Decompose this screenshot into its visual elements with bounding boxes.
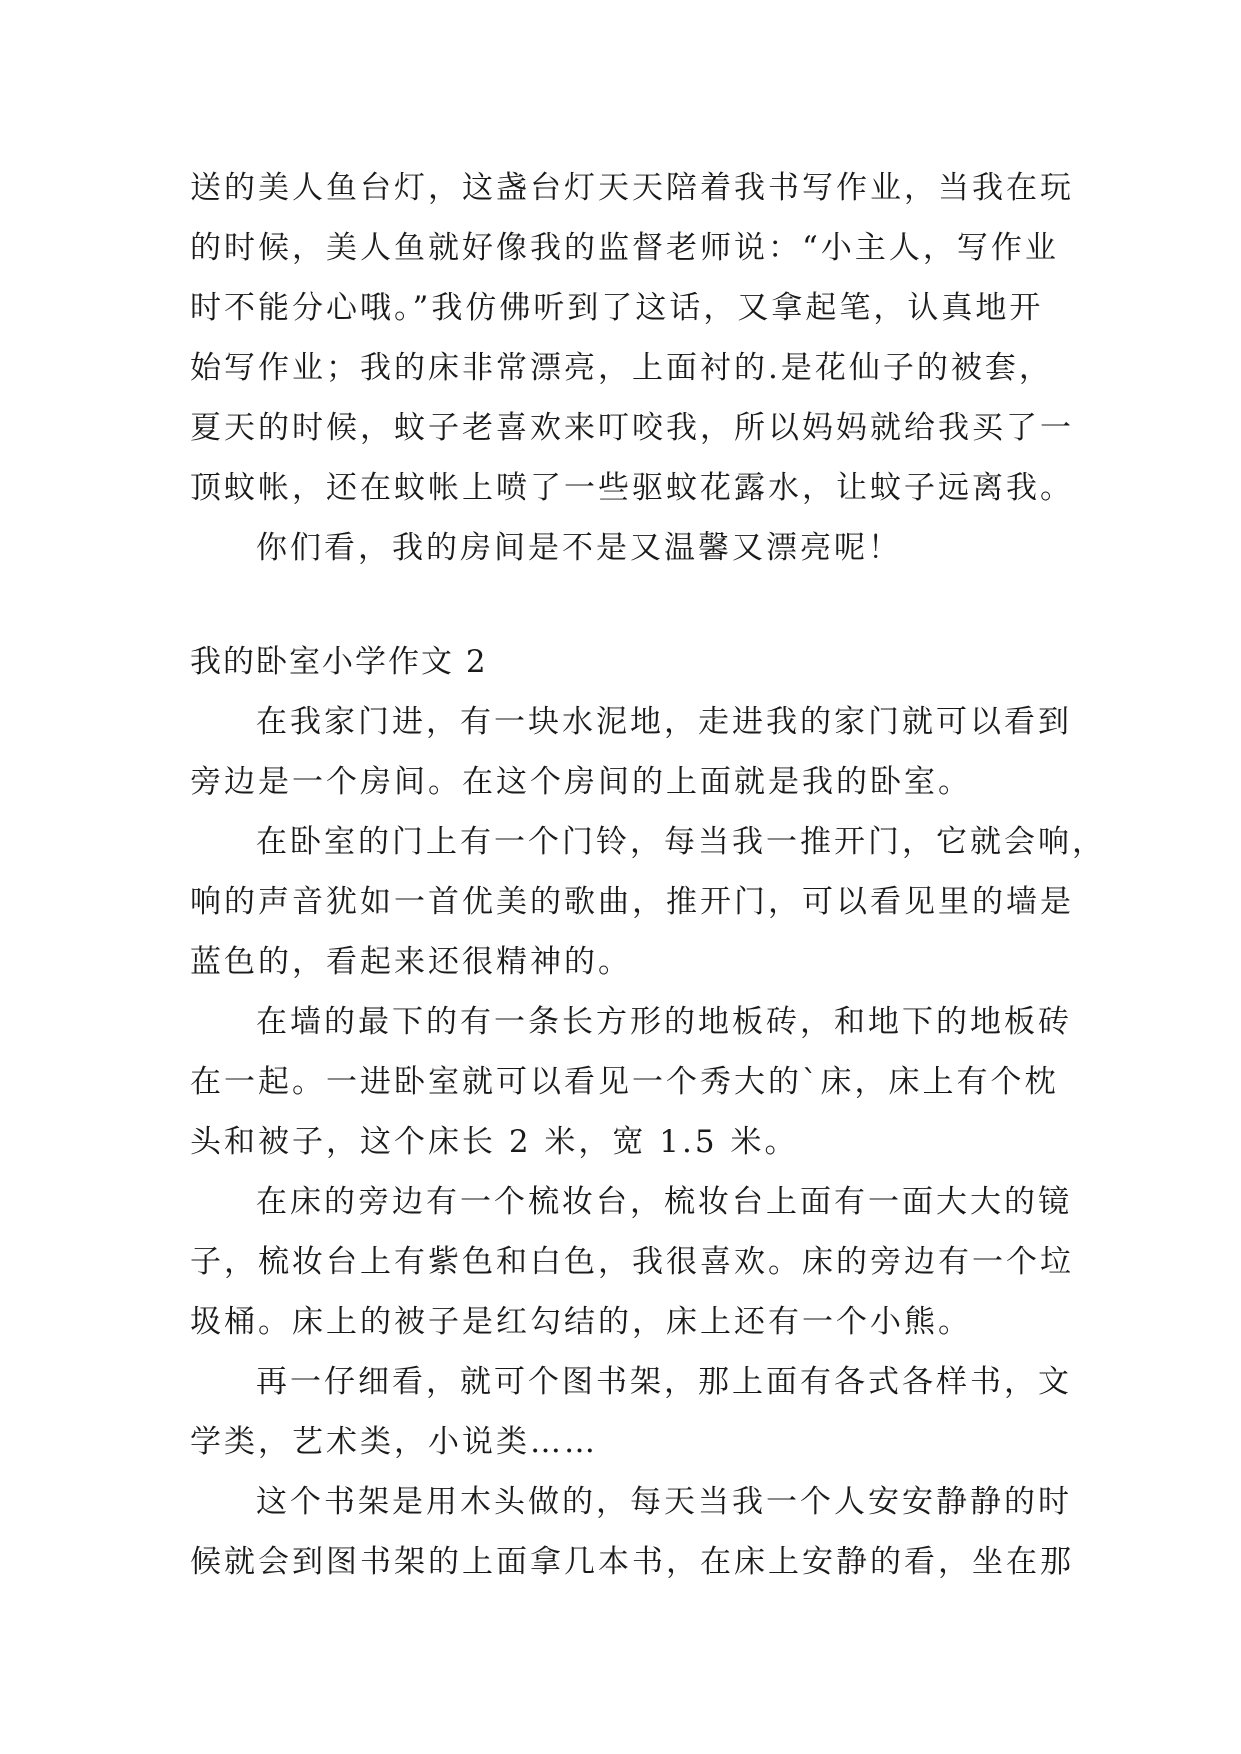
text-line: 旁边是一个房间。在这个房间的上面就是我的卧室。: [190, 764, 972, 800]
text-line: 在墙的最下的有一条长方形的地板砖，和地下的地板砖: [256, 1004, 1072, 1040]
text-line: 送的美人鱼台灯，这盏台灯天天陪着我书写作业，当我在玩: [190, 170, 1074, 206]
text-line: 再一仔细看，就可个图书架，那上面有各式各样书，文: [256, 1364, 1072, 1400]
text-line: 夏天的时候，蚊子老喜欢来叮咬我，所以妈妈就给我买了一: [190, 410, 1074, 446]
essay-title: 我的卧室小学作文 2: [190, 644, 488, 680]
paragraph: [190, 1352, 1072, 1472]
text-line: 这个书架是用木头做的，每天当我一个人安安静静的时: [256, 1484, 1072, 1520]
text-line: 在卧室的门上有一个门铃，每当我一推开门，它就会响，: [256, 824, 1106, 860]
text-line: 时不能分心哦。”我仿佛听到了这话，又拿起笔，认真地开: [190, 290, 1044, 326]
paragraph: [190, 812, 1106, 992]
text-line: 蓝色的，看起来还很精神的。: [190, 944, 632, 980]
text-line: 的时候，美人鱼就好像我的监督老师说：“小主人，写作业: [190, 230, 1059, 266]
section-gap: [190, 578, 1060, 632]
text-line: 子，梳妆台上有紫色和白色，我很喜欢。床的旁边有一个垃: [190, 1244, 1074, 1280]
text-line: 在我家门进，有一块水泥地，走进我的家门就可以看到: [256, 704, 1072, 740]
text-line: 在床的旁边有一个梳妆台，梳妆台上面有一面大大的镜: [256, 1184, 1072, 1220]
document-content: [190, 158, 1106, 1592]
text-line: 圾桶。床上的被子是红勾结的，床上还有一个小熊。: [190, 1304, 972, 1340]
text-line: 在一起。一进卧室就可以看见一个秀大的`床，床上有个枕: [190, 1064, 1059, 1100]
text-line: 候就会到图书架的上面拿几本书，在床上安静的看，坐在那: [190, 1544, 1074, 1580]
text-line: 顶蚊帐，还在蚊帐上喷了一些驱蚊花露水，让蚊子远离我。: [190, 470, 1074, 506]
paragraph: [190, 1172, 1074, 1352]
paragraph: [190, 692, 1072, 812]
closing-line: 你们看，我的房间是不是又温馨又漂亮呢！: [256, 530, 902, 566]
paragraph: [190, 1472, 1074, 1592]
essay1-continuation: [190, 158, 1074, 578]
essay2: [190, 632, 1106, 1592]
text-line: 学类，艺术类，小说类……: [190, 1424, 598, 1460]
text-line: 始写作业；我的床非常漂亮，上面衬的.是花仙子的被套，: [190, 350, 1053, 386]
text-line: 头和被子，这个床长 2 米，宽 1.5 米。: [190, 1124, 799, 1160]
paragraph: [190, 992, 1072, 1172]
text-line: 响的声音犹如一首优美的歌曲，推开门，可以看见里的墙是: [190, 884, 1074, 920]
